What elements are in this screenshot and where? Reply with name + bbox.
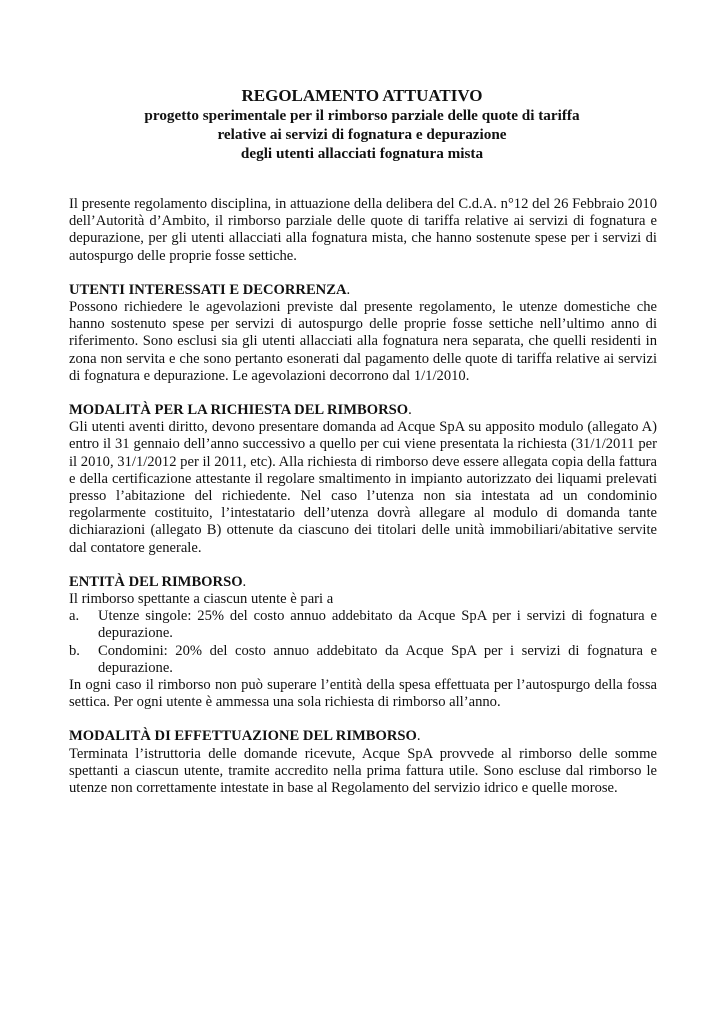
section-heading-text: UTENTI INTERESSATI E DECORRENZA xyxy=(69,281,347,298)
section-text-utenti: Possono richiedere le agevolazioni previste dal presente regolamento, le utenze domestiche che hanno sostenuto spese per servizi di autospurgo delle proprie fosse settiche nell’ultimo anno di riferimento. Sono esclusi sia gli utenti allacciati alla fognatura nera separata, che quelli residenti in zona non servita e che sono pertanto esonerati dal pagamento delle quote di tariffa relative ai servizi di fognatura e depurazione. Le agevolazioni decorrono dal 1/1/2010. xyxy=(69,299,657,384)
section-heading-suffix: . xyxy=(408,402,412,419)
section-heading-text: MODALITÀ PER LA RICHIESTA DEL RIMBORSO xyxy=(69,402,409,419)
document-title: REGOLAMENTO ATTUATIVO xyxy=(241,86,483,105)
list-item xyxy=(69,608,657,642)
section-heading-utenti xyxy=(69,282,657,299)
list-item xyxy=(69,643,657,677)
section-heading-effettuazione xyxy=(69,728,657,745)
title-block xyxy=(60,86,664,163)
list-marker: b. xyxy=(69,642,80,659)
spacer xyxy=(69,385,657,402)
spacer xyxy=(69,265,657,282)
section-heading-text: ENTITÀ DEL RIMBORSO xyxy=(69,573,243,590)
subtitle-line-2: relative ai servizi di fognatura e depurazione xyxy=(217,126,507,143)
subtitle-line-3: degli utenti allacciati fognatura mista xyxy=(240,145,484,162)
document-body xyxy=(69,196,657,797)
section-text-richiesta: Gli utenti aventi diritto, devono presentare domanda ad Acque SpA su apposito modulo (allegato A) entro il 31 gennaio dell’anno successivo a quello per cui viene presentata la richiesta (31/1/2011 per il 2010, 31/1/2012 per il 2011, etc). Alla richiesta di rimborso deve essere allegata copia della fattura e della certificazione attestante il regolare smaltimento in impianto autorizzato dei liquami prelevati presso l’abitazione del richiedente. Nel caso l’utenza non sia intestata ad un condominio regolarmente costituito, l’intestatario dell’utenza dovrà allegare al modulo di domanda tante dichiarazioni (allegato B) ottenute da ciascuno dei titolari delle unità immobiliari/abitative servite dal contatore generale. xyxy=(69,419,657,556)
rimborso-list xyxy=(69,608,657,677)
section-heading-richiesta xyxy=(69,402,657,419)
intro-paragraph: Il presente regolamento disciplina, in attuazione della delibera del C.d.A. n°12 del 26 Febbraio 2010 dell’Autorità d’Ambito, il rimborso parziale delle quote di tariffa relative ai servizi di fognatura e depurazione, per gli utenti allacciati alla fognatura mista, che hanno sostenute spese per i servizi di autospurgo delle proprie fosse settiche. xyxy=(69,196,657,264)
section-text-effettuazione: Terminata l’istruttoria delle domande ricevute, Acque SpA provvede al rimborso delle somme spettanti a ciascun utente, tramite accredito nella prima fattura utile. Sono escluse dal rimborso le utenze non correttamente intestate in base al Regolamento del servizio idrico e quelle morose. xyxy=(69,745,657,797)
list-item-text: Utenze singole: 25% del costo annuo addebitato da Acque SpA per i servizi di fognatura e depurazione. xyxy=(98,608,657,642)
subtitle-line-1: progetto sperimentale per il rimborso parziale delle quote di tariffa xyxy=(144,107,580,124)
list-item-text: Condomini: 20% del costo annuo addebitato da Acque SpA per i servizi di fognatura e depurazione. xyxy=(98,642,657,676)
section-heading-suffix: . xyxy=(416,728,421,745)
section-heading-entita xyxy=(69,574,657,591)
list-marker: a. xyxy=(69,608,80,625)
section-heading-suffix: . xyxy=(242,573,247,590)
spacer xyxy=(69,711,657,728)
section-heading-text: MODALITÀ DI EFFETTUAZIONE DEL RIMBORSO xyxy=(69,728,417,745)
spacer xyxy=(69,557,657,574)
section-heading-suffix: . xyxy=(346,281,351,298)
section-after-entita: In ogni caso il rimborso non può superare l’entità della spesa effettuata per l’autospurgo della fossa settica. Per ogni utente è ammessa una sola richiesta di rimborso all’anno. xyxy=(69,677,657,711)
section-text-entita: Il rimborso spettante a ciascun utente è pari a xyxy=(69,591,334,608)
